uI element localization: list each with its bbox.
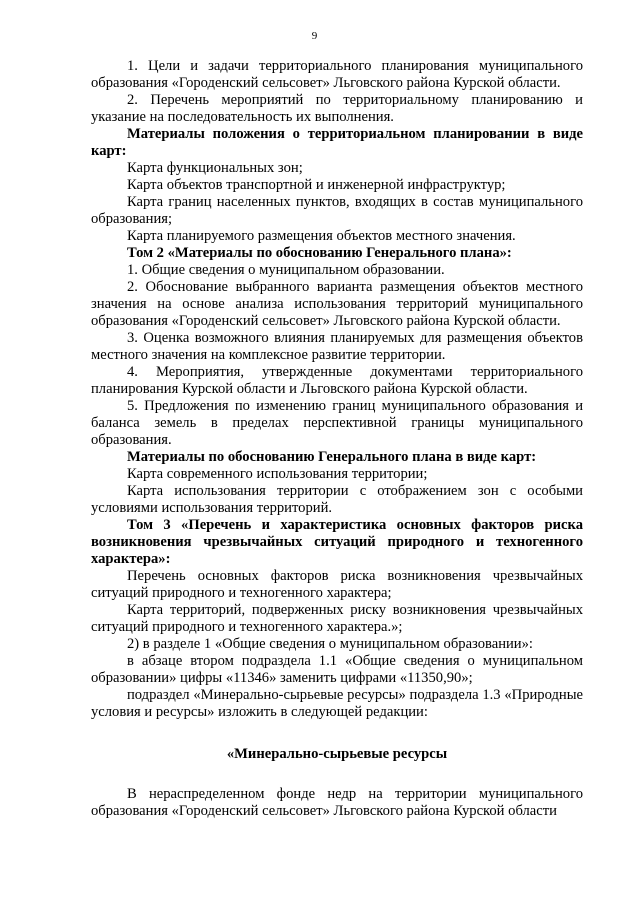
paragraph: Карта объектов транспортной и инженерной инфраструктур;	[127, 177, 506, 193]
bold-paragraph: Том 3 «Перечень и характеристика основных факторов риска возникновения чрезвычайных ситуаций природного и техногенного характера»:	[91, 517, 583, 567]
paragraph-list	[91, 58, 583, 721]
section-heading: «Минерально-сырьевые ресурсы	[226, 746, 448, 762]
paragraph: Карта современного использования территории;	[127, 466, 428, 482]
paragraph: Перечень основных факторов риска возникновения чрезвычайных ситуаций природного и техногенного характера;	[91, 568, 583, 601]
paragraph: 2) в разделе 1 «Общие сведения о муниципальном образовании»:	[127, 636, 533, 652]
spacer	[91, 721, 583, 746]
paragraph: 5. Предложения по изменению границ муниципального образования и баланса земель в пределах перспективной границы муниципального образования.	[91, 398, 583, 448]
paragraph: 3. Оценка возможного влияния планируемых для размещения объектов местного значения на комплексное развитие территории.	[91, 330, 583, 363]
paragraph: 1. Общие сведения о муниципальном образовании.	[127, 262, 445, 278]
bold-paragraph: Материалы по обоснованию Генерального плана в виде карт:	[127, 449, 537, 465]
document-body	[91, 58, 583, 820]
paragraph: Карта границ населенных пунктов, входящих в состав муниципального образования;	[91, 194, 583, 227]
paragraph: Карта территорий, подверженных риску возникновения чрезвычайных ситуаций природного и техногенного характера.»;	[91, 602, 583, 635]
paragraph: 4. Мероприятия, утвержденные документами территориального планирования Курской области и Льговского района Курской области.	[91, 364, 583, 397]
paragraph: Карта функциональных зон;	[127, 160, 303, 176]
paragraph: 2. Обоснование выбранного варианта размещения объектов местного значения на основе анализа использования территорий муниципального образования «Городенский сельсовет» Льговского района Курской области.	[91, 279, 583, 329]
paragraph: в абзаце втором подраздела 1.1 «Общие сведения о муниципальном образовании» цифры «11346» заменить цифрами «11350,90»;	[91, 653, 583, 686]
paragraph: Карта использования территории с отображением зон с особыми условиями использования территорий.	[91, 483, 583, 516]
paragraph: Карта планируемого размещения объектов местного значения.	[127, 228, 516, 244]
bold-paragraph: Материалы положения о территориальном планировании в виде карт:	[91, 126, 583, 159]
page-number: 9	[311, 30, 318, 42]
paragraph: 2. Перечень мероприятий по территориальному планированию и указание на последовательность их выполнения.	[91, 92, 583, 125]
final-paragraph: В нераспределенном фонде недр на территории муниципального образования «Городенский сельсовет» Льговского района Курской области	[91, 786, 583, 819]
paragraph: 1. Цели и задачи территориального планирования муниципального образования «Городенский сельсовет» Льговского района Курской области.	[91, 58, 583, 91]
paragraph: подраздел «Минерально-сырьевые ресурсы» подраздела 1.3 «Природные условия и ресурсы» изложить в следующей редакции:	[91, 687, 583, 720]
spacer	[91, 763, 583, 786]
bold-paragraph: Том 2 «Материалы по обоснованию Генерального плана»:	[127, 245, 512, 261]
